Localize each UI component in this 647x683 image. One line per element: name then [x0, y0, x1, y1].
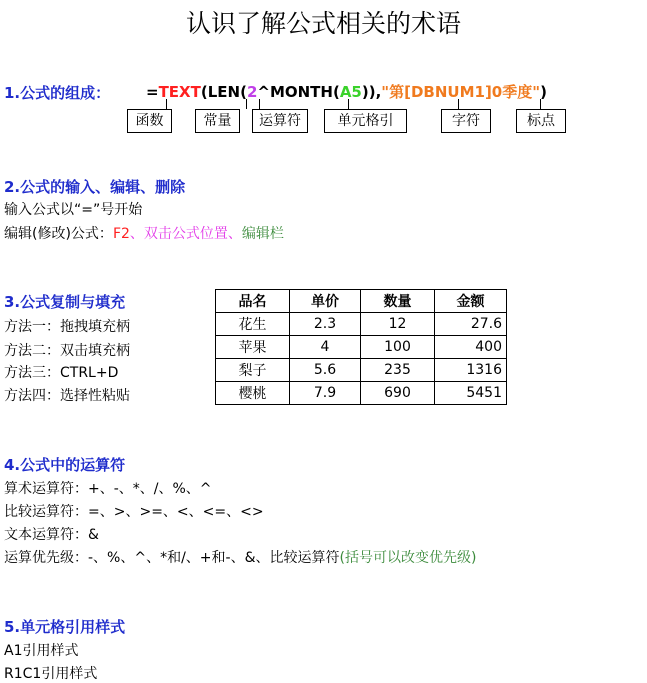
callout-connector: [458, 99, 459, 109]
column-header-quantity: 数量: [361, 290, 435, 313]
formula-string: "第[DBNUM1]0季度": [381, 83, 541, 101]
formula-part: ): [540, 83, 547, 101]
label-constant: 常量: [195, 109, 240, 133]
precedence-note: (括号可以改变优先级): [339, 550, 477, 566]
column-header-price: 单价: [290, 290, 361, 313]
table-cell: 12: [361, 313, 435, 336]
formula-part: MONTH(: [269, 83, 340, 101]
edit-separator: 、: [129, 226, 144, 242]
callout-connector: [259, 99, 260, 109]
table-cell: 4: [290, 336, 361, 359]
table-header-row: [216, 290, 507, 313]
callout-connector: [348, 99, 349, 109]
table-row: [216, 382, 507, 405]
formula-operator: ^: [257, 83, 270, 101]
table-cell: 400: [435, 336, 507, 359]
formula-constant: 2: [246, 83, 258, 101]
sales-table: [215, 289, 507, 405]
callout-connector: [540, 99, 541, 109]
arithmetic-operators: 算术运算符：+、-、*、/、%、^: [4, 481, 212, 497]
formula-part: (LEN(: [200, 83, 247, 101]
table-cell: 27.6: [435, 313, 507, 336]
callout-connector: [246, 99, 247, 109]
method-item: 方法四：选择性粘贴: [4, 388, 130, 404]
a1-reference-style: A1引用样式: [4, 643, 79, 659]
section-5-heading: 5.单元格引用样式: [4, 618, 126, 636]
comparison-operators: 比较运算符：=、>、>=、<、<=、<>: [4, 504, 264, 520]
label-character: 字符: [441, 109, 491, 133]
label-punctuation: 标点: [516, 109, 566, 133]
table-cell: 2.3: [290, 313, 361, 336]
table-cell: 235: [361, 359, 435, 382]
page-title: 认识了解公式相关的术语: [185, 9, 461, 38]
table-cell: 花生: [216, 313, 290, 336]
input-rule-text: 输入公式以“=”号开始: [4, 202, 143, 218]
section-4-heading: 4.公式中的运算符: [4, 456, 126, 474]
section-2-heading: 2.公式的输入、编辑、删除: [4, 178, 186, 196]
method-item: 方法二：双击填充柄: [4, 343, 130, 359]
formula-example: [146, 81, 547, 102]
label-function: 函数: [127, 109, 172, 133]
r1c1-reference-style: R1C1引用样式: [4, 666, 98, 682]
table-row: [216, 313, 507, 336]
formula-cell-reference: A5: [339, 83, 362, 101]
method-item: 方法三：CTRL+D: [4, 365, 119, 381]
label-cell-reference: 单元格引: [324, 109, 407, 133]
table-cell: 樱桃: [216, 382, 290, 405]
table-cell: 梨子: [216, 359, 290, 382]
formula-part: )),: [361, 83, 382, 101]
table-row: [216, 336, 507, 359]
table-cell: 苹果: [216, 336, 290, 359]
section-3-heading: 3.公式复制与填充: [4, 293, 126, 311]
label-operator: 运算符: [252, 109, 308, 133]
callout-connector: [166, 99, 167, 109]
edit-method-f2: F2: [112, 226, 130, 242]
table-cell: 5.6: [290, 359, 361, 382]
table-cell: 5451: [435, 382, 507, 405]
table-cell: 1316: [435, 359, 507, 382]
section-1-heading: 1.公式的组成：: [4, 84, 111, 102]
table-cell: 690: [361, 382, 435, 405]
edit-method-formula-bar: 编辑栏: [241, 226, 284, 242]
formula-equals: =: [146, 83, 159, 101]
column-header-name: 品名: [216, 290, 290, 313]
table-cell: 100: [361, 336, 435, 359]
column-header-amount: 金额: [435, 290, 507, 313]
method-item: 方法一：拖拽填充柄: [4, 319, 130, 335]
edit-label: 编辑(修改)公式：: [4, 226, 113, 242]
precedence-list: 运算优先级：-、%、^、*和/、+和-、&、比较运算符: [4, 550, 340, 566]
table-row: [216, 359, 507, 382]
edit-methods-text: [4, 223, 284, 243]
formula-function: TEXT: [158, 83, 201, 101]
edit-separator: 、: [227, 226, 242, 242]
table-cell: 7.9: [290, 382, 361, 405]
operator-precedence: [4, 547, 476, 567]
text-operator: 文本运算符：&: [4, 527, 99, 543]
edit-method-double-click: 双击公式位置: [143, 226, 228, 242]
